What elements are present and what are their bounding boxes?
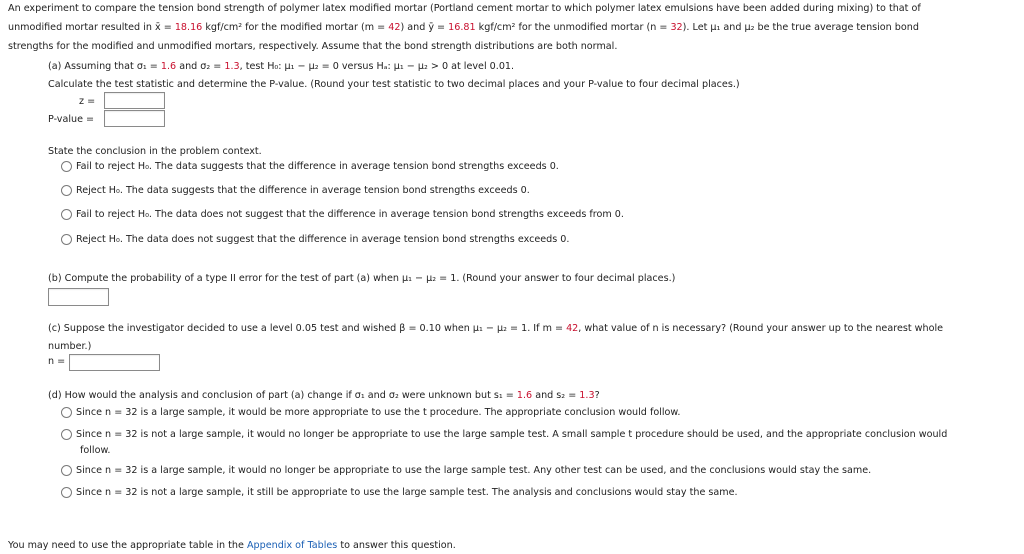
n-value: 32 bbox=[670, 22, 683, 33]
conclusion-option-3-radio[interactable] bbox=[61, 209, 72, 220]
conclusion-option-1-label[interactable]: Fail to reject H₀. The data suggests that the difference in average tension bond strengths exceeds 0. bbox=[76, 161, 559, 172]
part-d-option-4-radio[interactable] bbox=[61, 487, 72, 498]
part-d-option-2-label-line-2[interactable]: follow. bbox=[80, 445, 111, 456]
intro-line-3: strengths for the modified and unmodified mortars, respectively. Assume that the bond strength distributions are both normal. bbox=[8, 41, 618, 52]
s2-value: 1.3 bbox=[579, 390, 595, 401]
part-a-instruction: Calculate the test statistic and determine the P-value. (Round your test statistic to two decimal places and your P-value to four decimal places.) bbox=[48, 79, 740, 90]
conclusion-option-3-label[interactable]: Fail to reject H₀. The data does not suggest that the difference in average tension bond strengths exceeds from 0. bbox=[76, 209, 624, 220]
sigma1-value: 1.6 bbox=[160, 61, 177, 72]
part-d-option-3-label[interactable]: Since n = 32 is a large sample, it would no longer be appropriate to use the large sample test. Any other test can be used, and the conclusions would stay the same. bbox=[76, 465, 872, 476]
sample-size-input[interactable] bbox=[69, 354, 160, 371]
z-input[interactable] bbox=[104, 92, 165, 109]
part-c-m-value: 42 bbox=[566, 323, 579, 334]
part-c-question: (c) Suppose the investigator decided to use a level 0.05 test and wished β = 0.10 when μ₁ − μ₂ = 1. If m = 42, what value of n is necessary? (Round your answer up to the nearest whole bbox=[48, 323, 944, 334]
part-d-question: (d) How would the analysis and conclusion of part (a) change if σ₁ and σ₂ were unknown but s₁ = 1.6 and s₂ = 1.3? bbox=[48, 390, 600, 401]
part-d-option-2-radio[interactable] bbox=[61, 429, 72, 440]
type-ii-error-input[interactable] bbox=[48, 288, 109, 306]
s1-value: 1.6 bbox=[516, 390, 533, 401]
part-d-option-1-radio[interactable] bbox=[61, 407, 72, 418]
conclusion-prompt: State the conclusion in the problem context. bbox=[48, 146, 262, 157]
m-value: 42 bbox=[388, 22, 401, 33]
xbar-value: 18.16 bbox=[174, 22, 203, 33]
part-d-option-4-label[interactable]: Since n = 32 is not a large sample, it still be appropriate to use the large sample test. The analysis and conclusions would stay the same. bbox=[76, 487, 738, 498]
p-value-input[interactable] bbox=[104, 110, 165, 127]
part-a-assumption: (a) Assuming that σ₁ = 1.6 and σ₂ = 1.3, test H₀: μ₁ − μ₂ = 0 versus Hₐ: μ₁ − μ₂ > 0 at level 0.01. bbox=[48, 61, 515, 72]
conclusion-option-2-label[interactable]: Reject H₀. The data suggests that the difference in average tension bond strengths exceeds 0. bbox=[76, 185, 530, 196]
part-d-option-1-label[interactable]: Since n = 32 is a large sample, it would be more appropriate to use the t procedure. The appropriate conclusion would follow. bbox=[76, 407, 681, 418]
part-c-question-line-2: number.) bbox=[48, 341, 92, 352]
footer-note: You may need to use the appropriate table in the Appendix of Tables to answer this question. bbox=[8, 540, 456, 551]
conclusion-option-1-radio[interactable] bbox=[61, 161, 72, 172]
p-value-label: P-value = bbox=[48, 114, 95, 125]
conclusion-option-4-label[interactable]: Reject H₀. The data does not suggest that the difference in average tension bond strengths exceeds 0. bbox=[76, 234, 570, 245]
intro-line-1: An experiment to compare the tension bond strength of polymer latex modified mortar (Portland cement mortar to which polymer latex emulsions have been added during mixing) to that of bbox=[8, 3, 921, 14]
part-d-option-2-label[interactable]: Since n = 32 is not a large sample, it would no longer be appropriate to use the large sample test. A small sample t procedure should be used, and the appropriate conclusion would bbox=[76, 429, 948, 440]
part-d-option-3-radio[interactable] bbox=[61, 465, 72, 476]
sigma2-value: 1.3 bbox=[224, 61, 240, 72]
intro-line-2: unmodified mortar resulted in x̄ = 18.16 kgf/cm² for the modified mortar (m = 42) and ȳ = 16.81 kgf/cm² for the unmodified mortar (n = 32). Let μ₁ and μ₂ be the true average tension bond bbox=[8, 22, 919, 33]
appendix-link[interactable]: Appendix of Tables bbox=[246, 540, 338, 551]
n-label: n = bbox=[48, 356, 66, 367]
conclusion-option-4-radio[interactable] bbox=[61, 234, 72, 245]
part-b-question: (b) Compute the probability of a type II error for the test of part (a) when μ₁ − μ₂ = 1. (Round your answer to four decimal places.) bbox=[48, 273, 676, 284]
z-label: z = bbox=[79, 96, 96, 107]
conclusion-option-2-radio[interactable] bbox=[61, 185, 72, 196]
ybar-value: 16.81 bbox=[448, 22, 476, 33]
